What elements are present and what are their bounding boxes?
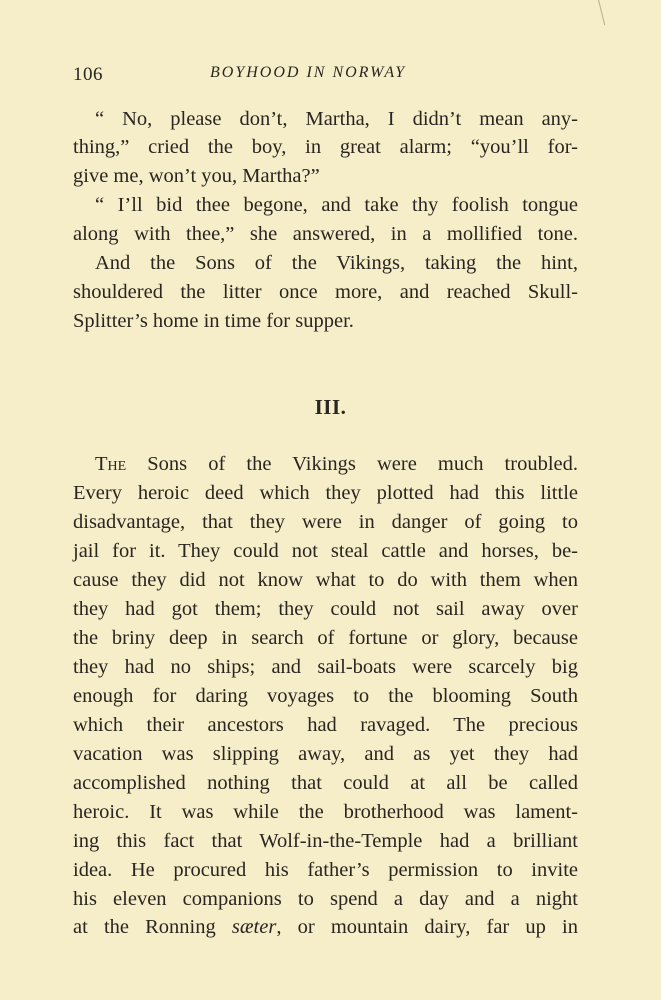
- text-line: And the Sons of the Vikings, taking the hint,: [95, 252, 578, 274]
- text-line: the briny deep in search of fortune or glory, because: [73, 627, 578, 649]
- text-line: Every heroic deed which they plotted had this little: [73, 482, 578, 504]
- text-line: jail for it. They could not steal cattle and horses, be-: [73, 540, 578, 562]
- text-line: “ No, please don’t, Martha, I didn’t mean any-: [95, 108, 578, 130]
- text-line: give me, won’t you, Martha?”: [73, 165, 320, 187]
- text-line: heroic. It was while the brotherhood was lament-: [73, 801, 578, 823]
- text-line: shouldered the litter once more, and reached Skull-: [73, 281, 578, 303]
- page-edge-mark: [598, 0, 613, 25]
- page-number: 106: [73, 64, 103, 85]
- opening-line: [95, 450, 578, 478]
- opening-smallcaps: The: [95, 453, 127, 475]
- text-line: vacation was slipping away, and as yet they had: [73, 743, 578, 765]
- text-line: enough for daring voyages to the blooming South: [73, 685, 578, 707]
- text-line: they had got them; they could not sail away over: [73, 598, 578, 620]
- section-heading: III.: [314, 395, 347, 419]
- text-line: idea. He procured his father’s permission to invite: [73, 859, 578, 881]
- final-line-italic: sæter: [231, 916, 277, 938]
- text-line: cause they did not know what to do with them when: [73, 569, 578, 591]
- text-line: his eleven companions to spend a day and a night: [73, 888, 578, 910]
- text-line: accomplished nothing that could at all be called: [73, 772, 578, 794]
- final-line: [73, 913, 578, 941]
- text-line: ing this fact that Wolf-in-the-Temple had a brilliant: [73, 830, 578, 852]
- text-line: which their ancestors had ravaged. The precious: [73, 714, 578, 736]
- opening-rest: Sons of the Vikings were much troubled.: [126, 453, 578, 475]
- text-line: Splitter’s home in time for supper.: [73, 310, 354, 332]
- text-line: thing,” cried the boy, in great alarm; “you’ll for-: [73, 136, 578, 158]
- page-header: [73, 64, 578, 88]
- text-line: along with thee,” she answered, in a mollified tone.: [73, 223, 578, 245]
- final-line-after: , or mountain dairy, far up in: [276, 916, 578, 938]
- text-line: disadvantage, that they were in danger of going to: [73, 511, 578, 533]
- text-line: “ I’ll bid thee begone, and take thy foolish tongue: [95, 194, 578, 216]
- text-line: they had no ships; and sail-boats were scarcely big: [73, 656, 578, 678]
- final-line-before: at the Ronning: [73, 916, 232, 938]
- running-head: BOYHOOD IN NORWAY: [210, 64, 407, 81]
